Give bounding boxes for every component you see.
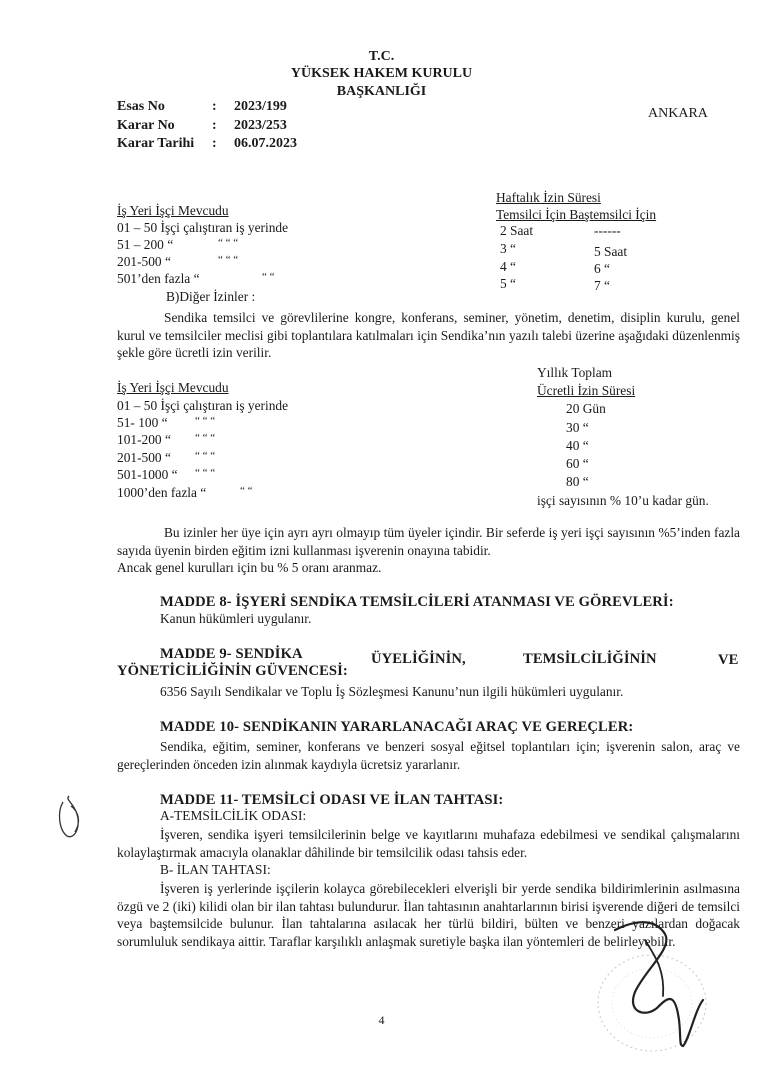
table2-row-label: 1000’den fazla “ xyxy=(117,485,207,500)
table1-right-header-2: Temsilci İçin Baştemsilci İçin xyxy=(496,207,657,222)
table1-row-bastemsilci: ------ xyxy=(594,223,621,238)
madde-9-title-part: VE xyxy=(718,652,739,668)
madde-8-text: Kanun hükümleri uygulanır. xyxy=(160,611,312,626)
table1-row-ditto: “ “ “ xyxy=(218,237,239,249)
table1-row-bastemsilci: 6 “ xyxy=(594,261,610,276)
table1-left-header: İş Yeri İşçi Mevcudu xyxy=(117,203,229,218)
table2-row-value: 60 “ xyxy=(566,456,589,471)
header-institution: YÜKSEK HAKEM KURULU xyxy=(290,66,473,81)
table1-row-label: 01 – 50 İşçi çalıştıran iş yerinde xyxy=(117,220,289,235)
meta-label-karar-tarihi: Karar Tarihi xyxy=(117,136,195,151)
meta-value-karar: 2023/253 xyxy=(234,118,287,133)
table2-right-header-1: Yıllık Toplam xyxy=(537,365,613,380)
table2-right-header-2: Ücretli İzin Süresi xyxy=(537,383,636,398)
madde-9-title-part: TEMSİLCİLİĞİNİN xyxy=(523,651,657,667)
meta-label-karar: Karar No xyxy=(117,118,175,133)
table2-row-ditto: “ “ “ xyxy=(195,467,216,479)
madde-10-title: MADDE 10- SENDİKANIN YARARLANACAĞI ARAÇ VE GEREÇLER: xyxy=(160,719,634,735)
madde-11-text-b: İşveren iş yerlerinde işçilerin kolayca görebilecekleri elverişli bir yerde sendika bildirimlerinin asılmasına özgü ve 2 (iki) kilidi olan bir ilan tahtası bulundurur. İlan tahtasının anahtarlarının birisi işverende diğeri de temsilci veya baştemsilcide bulunur. İlan tahtalarına asılacak her türlü bildiri, bülten ve benzeri yazılardan doğacak sorumluluk sendikaya aittir. Taraflar karşılıklı anlaşmak suretiyle başka ilan yöntemleri de belirleyebilir. xyxy=(117,881,740,949)
margin-handwritten-mark xyxy=(55,792,89,842)
table2-row-value: işçi sayısının % 10’u kadar gün. xyxy=(537,493,709,508)
table2-row-ditto: “ “ “ xyxy=(195,415,216,427)
madde-11-sub-a: A-TEMSİLCİLİK ODASI: xyxy=(160,808,307,823)
page-number: 4 xyxy=(378,1013,385,1027)
table2-left-header: İş Yeri İşçi Mevcudu xyxy=(117,380,229,395)
table1-right-header-1: Haftalık İzin Süresi xyxy=(496,190,601,205)
table2-row-label: 01 – 50 İşçi çalıştıran iş yerinde xyxy=(117,398,289,413)
madde-11-title: MADDE 11- TEMSİLCİ ODASI VE İLAN TAHTASI: xyxy=(160,792,504,808)
table1-row-temsilci: 4 “ xyxy=(500,259,516,274)
header-tc: T.C. xyxy=(368,49,395,64)
meta-label-esas: Esas No xyxy=(117,99,165,114)
table2-row-label: 101-200 “ xyxy=(117,432,171,447)
section-b-paragraph: Sendika temsilci ve görevlilerine kongre, konferans, seminer, yönetim, denetim, disiplin kurulu, genel kurul ve temsilciler meclisi gibi toplantılara katılmaları için Sendika’nın yazılı talebi üzerine aşağıdaki düzenlenmiş şekle göre ücretli izin verilir. xyxy=(117,310,740,360)
madde-11-sub-b: B- İLAN TAHTASI: xyxy=(160,862,271,877)
madde-9-title-line-2: YÖNETİCİLİĞİNİN GÜVENCESİ: xyxy=(117,663,348,679)
header-city: ANKARA xyxy=(648,106,708,121)
table1-row-temsilci: 2 Saat xyxy=(500,223,534,238)
madde-10-text: Sendika, eğitim, seminer, konferans ve benzeri sosyal eğitsel toplantıları için; işverenin salon, araç ve gereçlerinden önceden izin alınmak kaydıyla ücretsiz yararlanır. xyxy=(117,739,740,772)
meta-value-esas: 2023/199 xyxy=(234,99,287,114)
table2-row-label: 201-500 “ xyxy=(117,450,171,465)
table2-row-value: 80 “ xyxy=(566,474,589,489)
table2-row-value: 30 “ xyxy=(566,420,589,435)
table1-row-temsilci: 3 “ xyxy=(500,241,516,256)
table1-row-ditto: “ “ xyxy=(262,271,275,283)
table2-row-label: 501-1000 “ xyxy=(117,467,178,482)
table1-row-label: 201-500 “ xyxy=(117,254,171,269)
table1-row-temsilci: 5 “ xyxy=(500,276,516,291)
madde-11-text-a: İşveren, sendika işyeri temsilcilerinin belge ve kayıtlarını muhafaza edebilmesi ve sendikal çalışmalarını kolaylaştırmak amacıyla olanaklar dâhilinde bir temsilcilik odası tahsis eder. xyxy=(117,827,740,860)
table2-row-value: 40 “ xyxy=(566,438,589,453)
table2-row-ditto: “ “ “ xyxy=(195,450,216,462)
table1-row-label: 51 – 200 “ xyxy=(117,237,174,252)
madde-8-title: MADDE 8- İŞYERİ SENDİKA TEMSİLCİLERİ ATANMASI VE GÖREVLERİ: xyxy=(160,594,674,610)
table2-row-ditto: “ “ xyxy=(240,485,253,497)
meta-value-karar-tarihi: 06.07.2023 xyxy=(234,136,297,151)
section-b-heading: B)Diğer İzinler : xyxy=(166,289,256,304)
madde-9-text: 6356 Sayılı Sendikalar ve Toplu İş Sözleşmesi Kanunu’nun ilgili hükümleri uygulanır. xyxy=(160,684,624,699)
meta-sep: : xyxy=(212,99,217,114)
paragraph-ancak: Ancak genel kurulları için bu % 5 oranı aranmaz. xyxy=(117,560,382,575)
header-department: BAŞKANLIĞI xyxy=(336,84,427,99)
table1-row-bastemsilci: 5 Saat xyxy=(594,244,628,259)
meta-sep: : xyxy=(212,136,217,151)
table2-row-ditto: “ “ “ xyxy=(195,432,216,444)
madde-9-title-part: ÜYELİĞİNİN, xyxy=(371,651,466,667)
table1-row-bastemsilci: 7 “ xyxy=(594,278,610,293)
madde-9-title-part: MADDE 9- SENDİKA xyxy=(160,646,303,662)
table1-row-label: 501’den fazla “ xyxy=(117,271,200,286)
table1-row-ditto: “ “ “ xyxy=(218,254,239,266)
table2-row-value: 20 Gün xyxy=(566,401,606,416)
table2-row-label: 51- 100 “ xyxy=(117,415,168,430)
meta-sep: : xyxy=(212,118,217,133)
paragraph-izinler: Bu izinler her üye için ayrı ayrı olmayıp tüm üyeler içindir. Bir seferde iş yeri işçi sayısının %5’inden fazla sayıda üyenin birden eğitim izni kullanması işverenin onayına tabidir. xyxy=(117,525,740,558)
